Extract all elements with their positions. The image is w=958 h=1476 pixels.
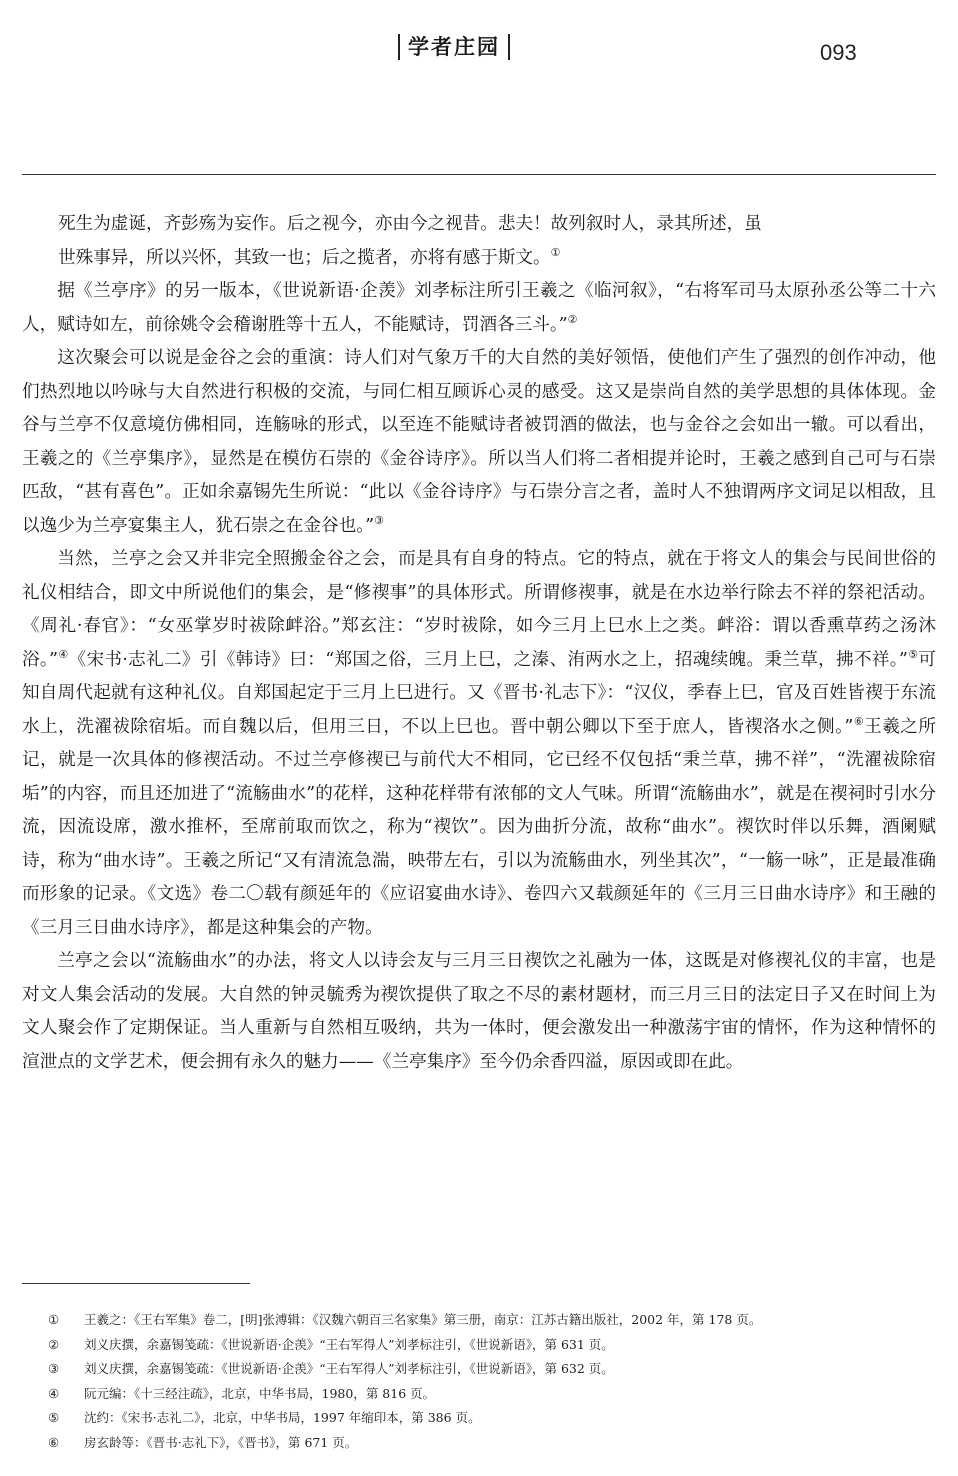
footnote-ref: ③: [374, 513, 384, 527]
footnote-item: [48, 1382, 928, 1407]
footnote-ref: ⑤: [907, 647, 919, 661]
footnote-ref: ⑥: [853, 714, 865, 728]
paragraph-text: 王羲之所记，就是一次具体的修禊活动。不过兰亭修禊已与前代大不相同，它已经不仅包括“秉兰草，拂不祥”，“洗濯祓除宿垢”的内容，而且还加进了“流觞曲水”的花样，这种花样带有浓郁的文人气味。所谓“流觞曲水”，就是在禊祠时引水分流，因流设席，激水推杯，至席前取而饮之，称为“禊饮”。因为曲折分流，故称“曲水”。禊饮时伴以乐舞，酒阑赋诗，称为“曲水诗”。王羲之所记“又有清流急湍，映带左右，引以为流觞曲水，列坐其次”，“一觞一咏”，正是最准确而形象的记录。《文选》卷二〇载有颜延年的《应诏宴曲水诗》、卷四六又载颜延年的《三月三日曲水诗序》和王融的《三月三日曲水诗序》，都是这种集会的产物。: [22, 716, 936, 938]
footnote-text: 阮元编：《十三经注疏》，北京，中华书局，1980，第 816 页。: [84, 1385, 436, 1401]
footnote-text: 王羲之：《王右军集》卷二，[明]张溥辑：《汉魏六朝百三名家集》第三册，南京：江苏古籍出版社，2002 年，第 178 页。: [84, 1312, 762, 1327]
quote-line-2: [58, 242, 936, 276]
footnote-mark: ①: [48, 1312, 60, 1327]
footnote-item: [48, 1431, 928, 1456]
footnote-text: 房玄龄等：《晋书·志礼下》，《晋书》，第 671 页。: [84, 1434, 358, 1450]
footnotes: [48, 1308, 928, 1455]
running-head-title: 学者庄园: [398, 34, 510, 60]
footnote-mark: ④: [48, 1385, 60, 1401]
paragraph-text: 可知自周代起就有这种礼仪。自郑国起定于三月上巳进行。又《晋书·礼志下》：“汉仪，季春上巳，官及百姓皆禊于东流水上，洗濯祓除宿垢。而自魏以后，但用三日，不以上巳也。晋中朝公卿以下至于庶人，皆禊洛水之侧。”: [22, 649, 936, 737]
paragraph-1: [22, 275, 936, 342]
paragraph-3: [22, 543, 936, 945]
footnote-mark: ⑥: [48, 1434, 60, 1450]
page-header: [0, 0, 958, 175]
footnote-mark: ②: [48, 1336, 60, 1352]
footnote-item: [48, 1308, 928, 1333]
quote-text: 死生为虚诞，齐彭殇为妄作。后之视今，亦由今之视昔。悲夫！故列叙时人，录其所述，虽: [58, 214, 762, 234]
footnote-item: [48, 1406, 928, 1431]
footnote-item: [48, 1333, 928, 1358]
main-text: [22, 208, 936, 1079]
footnote-ref: ④: [58, 647, 69, 661]
paragraph-2: [22, 342, 936, 543]
footnote-mark: ⑤: [48, 1410, 60, 1425]
quote-line-1: [58, 208, 936, 242]
footnote-text: 刘义庆撰，余嘉锡笺疏：《世说新语·企羡》“王右军得人”刘孝标注引，《世说新语》，第 631 页。: [84, 1336, 614, 1352]
paragraph-text: 兰亭之会以“流觞曲水”的办法，将文人以诗会友与三月三日禊饮之礼融为一体，这既是对修禊礼仪的丰富，也是对文人集会活动的发展。大自然的钟灵毓秀为禊饮提供了取之不尽的素材题材，而三月三日的法定日子又在时间上为文人聚会作了定期保证。当人重新与自然相互吸纳，共为一体时，便会激发出一种激荡宇宙的情怀，作为这种情怀的渲泄点的文学艺术，便会拥有永久的魅力——《兰亭集序》至今仍余香四溢，原因或即在此。: [22, 951, 936, 1072]
footnote-rule: [22, 1283, 250, 1284]
paragraph-4: [22, 945, 936, 1079]
page-number: 093: [820, 40, 857, 65]
footnote-text: 沈约：《宋书·志礼二》，北京，中华书局，1997 年缩印本，第 386 页。: [84, 1410, 481, 1425]
footnote-item: [48, 1357, 928, 1382]
footnote-ref: ①: [550, 245, 561, 259]
paragraph-text: 这次聚会可以说是金谷之会的重演：诗人们对气象万千的大自然的美好领悟，使他们产生了强烈的创作冲动，他们热烈地以吟咏与大自然进行积极的交流，与同仁相互顾诉心灵的感受。这又是崇尚自然的美学思想的具体体现。金谷与兰亭不仅意境仿佛相同，连觞咏的形式，以至连不能赋诗者被罚酒的做法，也与金谷之会如出一辙。可以看出，王羲之的《兰亭集序》，显然是在模仿石崇的《金谷诗序》。所以当人们将二者相提并论时，王羲之感到自己可与石崇匹敌，“甚有喜色”。正如余嘉锡先生所说：“此以《金谷诗序》与石崇分言之者，盖时人不独谓两序文词足以相敌，且以逸少为兰亭宴集主人，犹石崇之在金谷也。”: [22, 348, 936, 536]
paragraph-text: 据《兰亭序》的另一版本，《世说新语·企羡》刘孝标注所引王羲之《临河叙》，“右将军司马太原孙丞公等二十六人，赋诗如左，前徐姚令会稽谢胜等十五人，不能赋诗，罚酒各三斗。”: [22, 281, 936, 335]
header-rule: [22, 174, 936, 175]
quote-text: 世殊事异，所以兴怀，其致一也；后之揽者，亦将有感于斯文。: [58, 247, 551, 268]
paragraph-text: 当然，兰亭之会又并非完全照搬金谷之会，而是具有自身的特点。它的特点，就在于将文人的集会与民间世俗的礼仪相结合，即文中所说他们的集会，是“修禊事”的具体形式。所谓修禊事，就是在水边举行除去不祥的祭祀活动。《周礼·春官》：“女巫掌岁时祓除衅浴。”郑玄注：“岁时祓除，如今三月上巳水上之类。衅浴：谓以香熏草药之汤沐浴。”: [22, 549, 936, 670]
footnote-ref: ②: [567, 312, 578, 326]
footnote-text: 刘义庆撰，余嘉锡笺疏：《世说新语·企羡》“王右军得人”刘孝标注引，《世说新语》，第 632 页。: [84, 1361, 614, 1376]
paragraph-text: 《宋书·志礼二》引《韩诗》曰：“郑国之俗，三月上巳，之溱、洧两水之上，招魂续魄。秉兰草，拂不祥。”: [68, 649, 908, 670]
footnote-mark: ③: [48, 1361, 60, 1376]
